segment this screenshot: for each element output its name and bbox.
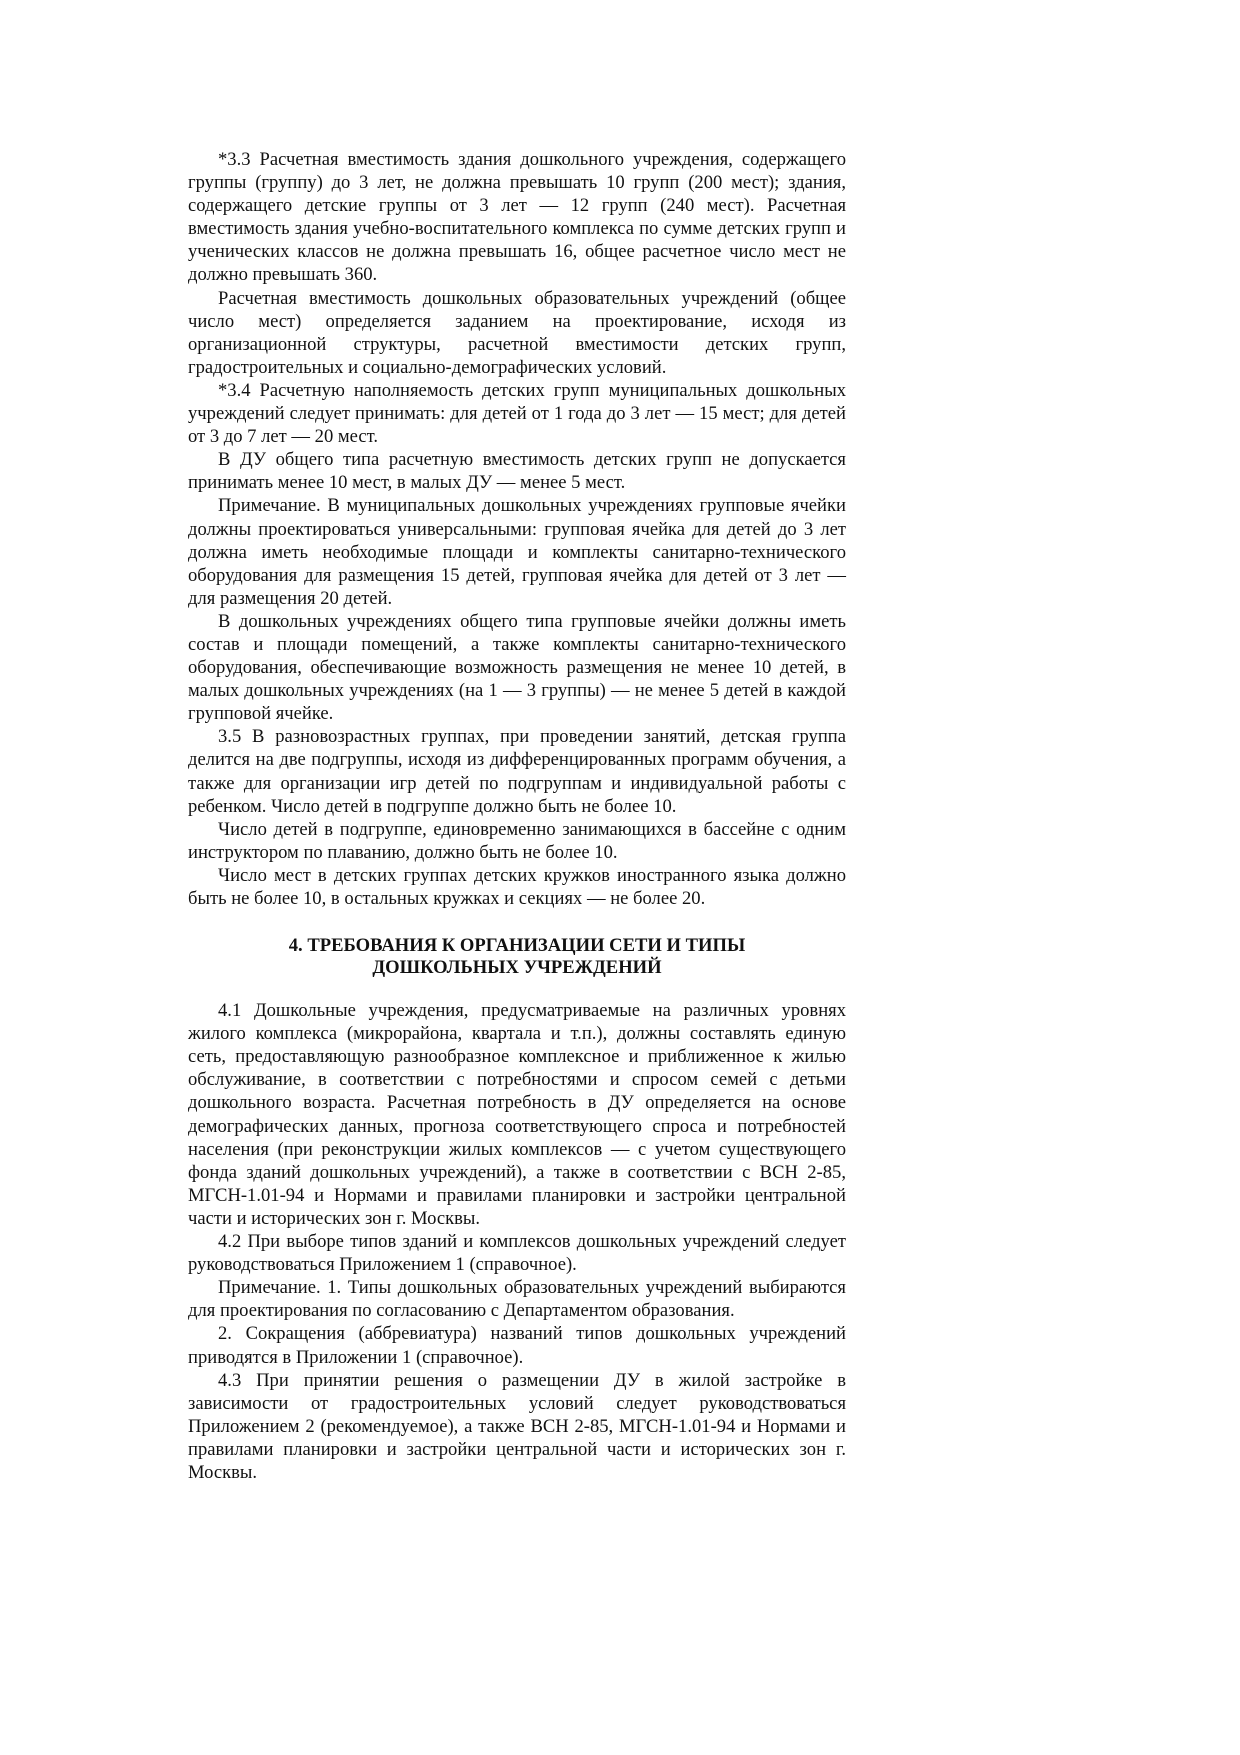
paragraph-note-municipal: Примечание. В муниципальных дошкольных учреждениях групповые ячейки должны проектироваться универсальными: групповая ячейка для детей до 3 лет должна иметь необходимые площади и комплекты санитарно-технического оборудования для размещения 15 детей, групповая ячейка для детей от 3 лет — для размещения 20 детей. — [188, 495, 846, 609]
paragraph-3-5: 3.5 В разновозрастных группах, при проведении занятий, детская группа делится на две подгруппы, исходя из дифференцированных программ обучения, а также для организации игр детей по подгруппам и индивидуальной работы с ребенком. Число детей в подгруппе должно быть не более 10. — [188, 726, 846, 817]
paragraph-4-1: 4.1 Дошкольные учреждения, предусматриваемые на различных уровнях жилого комплекса (микрорайона, квартала и т.п.), должны составлять единую сеть, предоставляющую разнообразное комплексное и приближенное к жилью обслуживание, в соответствии с потребностями и спросом семей с детьми дошкольного возраста. Расчетная потребность в ДУ определяется на основе демографических данных, прогноза соответствующего спроса и потребностей населения (при реконструкции жилых комплексов — с учетом существующего фонда зданий дошкольных учреждений), а также в соответствии с ВСН 2-85, МГСН-1.01-94 и Нормами и правилами планировки и застройки центральной части и исторических зон г. Москвы. — [188, 1000, 846, 1229]
document-page — [188, 148, 846, 1484]
paragraph-3-4: *3.4 Расчетную наполняемость детских групп муниципальных дошкольных учреждений следует принимать: для детей от 1 года до 3 лет — 15 мест; для детей от 3 до 7 лет — 20 мест. — [188, 379, 846, 448]
paragraph-4-2: 4.2 При выборе типов зданий и комплексов дошкольных учреждений следует руководствоваться Приложением 1 (справочное). — [188, 1231, 846, 1276]
paragraph-note-2: 2. Сокращения (аббревиатура) названий типов дошкольных учреждений приводятся в Приложении 1 (справочное). — [188, 1323, 846, 1368]
section-4-heading-line-1: 4. ТРЕБОВАНИЯ К ОРГАНИЗАЦИИ СЕТИ И ТИПЫ — [288, 935, 746, 957]
paragraph-capacity: Расчетная вместимость дошкольных образовательных учреждений (общее число мест) определяется заданием на проектирование, исходя из организационной структуры, расчетной вместимости детских групп, градостроительных и социально-демографических условий. — [188, 287, 846, 378]
paragraph-note-1: Примечание. 1. Типы дошкольных образовательных учреждений выбираются для проектирования по согласованию с Департаментом образования. — [188, 1277, 846, 1322]
section-4-heading — [188, 935, 846, 979]
section-4-heading-line-2: ДОШКОЛЬНЫХ УЧРЕЖДЕНИЙ — [372, 957, 662, 979]
paragraph-4-3: 4.3 При принятии решения о размещении ДУ в жилой застройке в зависимости от градостроительных условий следует руководствоваться Приложением 2 (рекомендуемое), а также ВСН 2-85, МГСН-1.01-94 и Нормами и правилами планировки и застройки центральной части и исторических зон г. Москвы. — [188, 1369, 846, 1483]
paragraph-clubs: Число мест в детских группах детских кружков иностранного языка должно быть не более 10, в остальных кружках и секциях — не более 20. — [188, 864, 846, 909]
paragraph-general-type-cells: В дошкольных учреждениях общего типа групповые ячейки должны иметь состав и площади помещений, а также комплекты санитарно-технического оборудования, обеспечивающие возможность размещения не менее 10 детей, в малых дошкольных учреждениях (на 1 — 3 группы) — не менее 5 детей в каждой групповой ячейке. — [188, 610, 846, 725]
paragraph-du-general: В ДУ общего типа расчетную вместимость детских групп не допускается принимать менее 10 мест, в малых ДУ — менее 5 мест. — [188, 449, 846, 494]
paragraph-pool: Число детей в подгруппе, единовременно занимающихся в бассейне с одним инструктором по плаванию, должно быть не более 10. — [188, 818, 846, 863]
paragraph-3-3: *3.3 Расчетная вместимость здания дошкольного учреждения, содержащего группы (группу) до 3 лет, не должна превышать 10 групп (200 мест); здания, содержащего детские группы от 3 лет — 12 групп (240 мест). Расчетная вместимость здания учебно-воспитательного комплекса по сумме детских групп и ученических классов не должна превышать 16, общее расчетное число мест не должно превышать 360. — [188, 149, 846, 286]
